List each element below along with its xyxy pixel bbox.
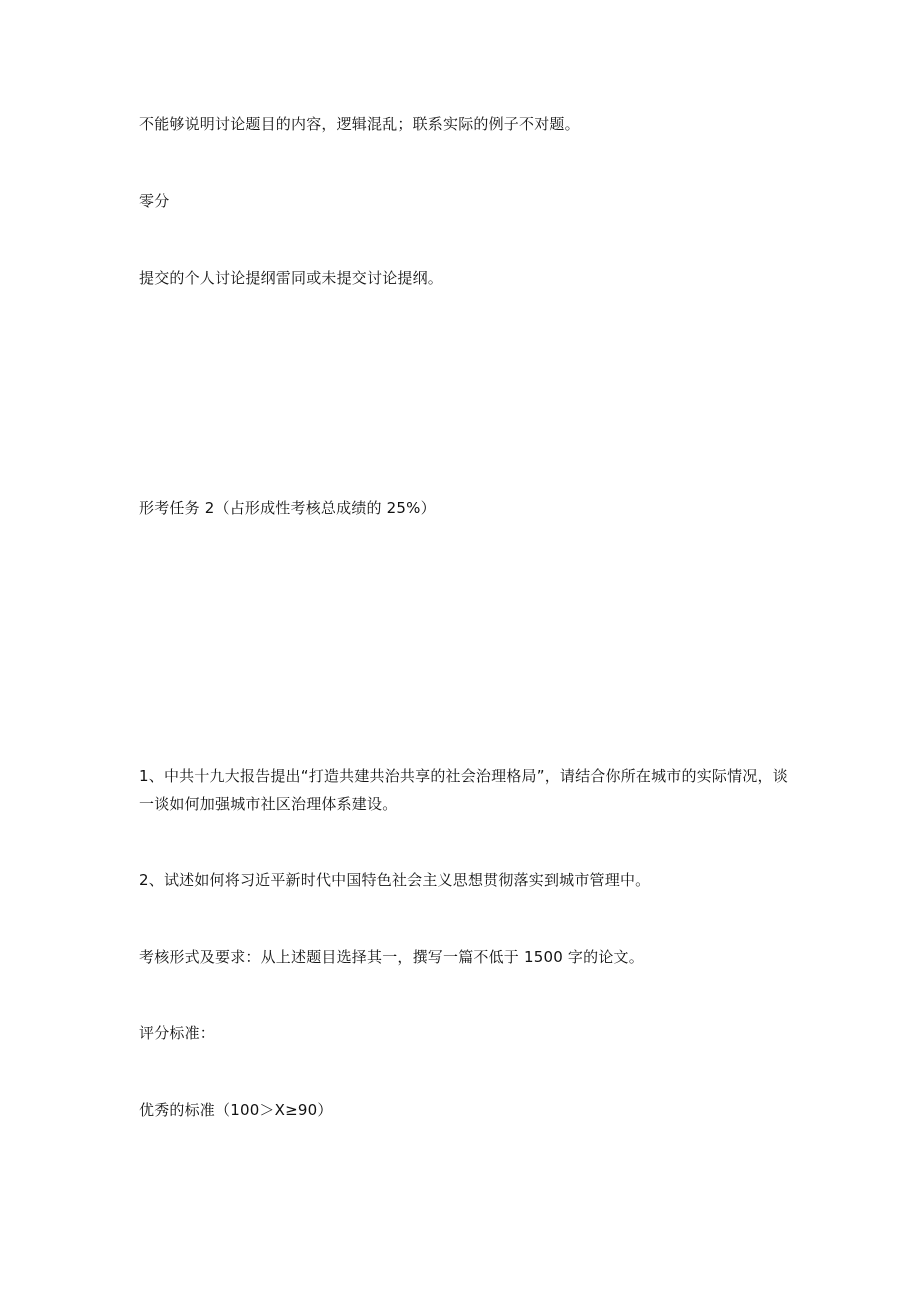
paragraph-assessment-requirements: 考核形式及要求：从上述题目选择其一，撰写一篇不低于 1500 字的论文。 bbox=[139, 948, 644, 966]
paragraph-zero-score-criteria: 提交的个人讨论提纲雷同或未提交讨论提纲。 bbox=[139, 269, 444, 287]
paragraph-insufficient-criteria: 不能够说明讨论题目的内容，逻辑混乱；联系实际的例子不对题。 bbox=[139, 115, 580, 133]
paragraph-grading-criteria-heading: 评分标准： bbox=[139, 1024, 216, 1042]
paragraph-question-2: 2、试述如何将习近平新时代中国特色社会主义思想贯彻落实到城市管理中。 bbox=[139, 871, 651, 889]
paragraph-excellent-standard: 优秀的标准（100＞X≥90） bbox=[139, 1101, 333, 1119]
paragraph-zero-score-heading: 零分 bbox=[139, 192, 170, 210]
paragraph-question-1: 1、中共十九大报告提出“打造共建共治共享的社会治理格局”，请结合你所在城市的实际情况，谈一谈如何加强城市社区治理体系建设。 bbox=[139, 767, 788, 813]
paragraph-task-2-heading: 形考任务 2（占形成性考核总成绩的 25%） bbox=[139, 499, 436, 517]
